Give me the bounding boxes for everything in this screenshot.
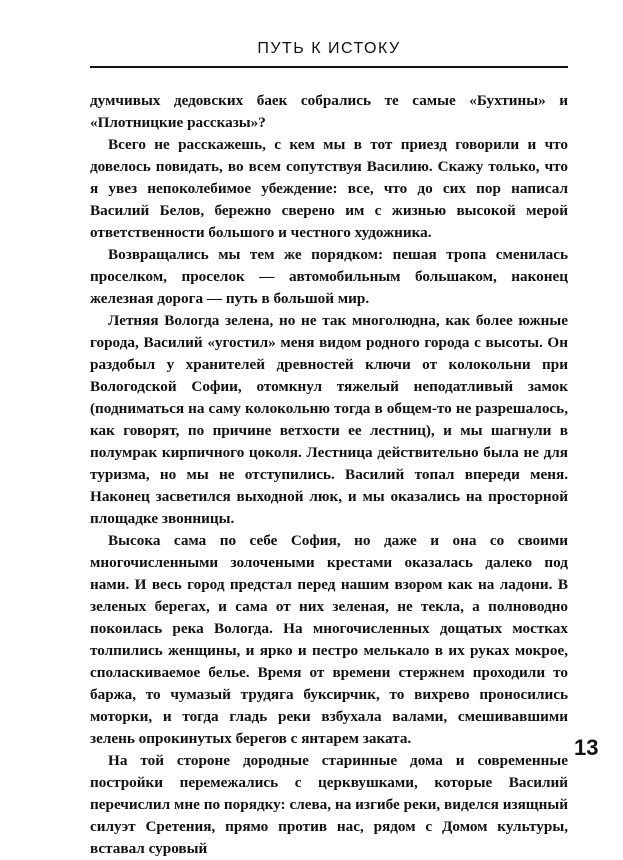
page-number: 13 <box>574 735 599 760</box>
running-header: ПУТЬ К ИСТОКУ <box>257 40 401 57</box>
header-rule <box>90 66 568 68</box>
paragraph: На той стороне дородные старинные дома и современные постройки перемежались с церквушками, которые Василий перечислил мне по порядку: слева, на изгибе реки, виделся изящный силуэт Сретения, прямо против нас, рядом с Домом культуры, вставал суровый <box>90 752 568 857</box>
paragraph: Высока сама по себе София, но даже и она со своими многочисленными золочеными крестами оказалась далеко под нами. И весь город предстал перед нашим взором как на ладони. В зеленых берегах, и сама от них зеленая, не текла, а полноводно покоилась река Вологда. На многочисленных дощатых мостках толпились женщины, и ярко и пестро мелькало в их руках мокрое, споласкиваемое белье. Время от времени стержнем проходили то баржа, то чумазый трудяга буксирчик, то вихрево проносились моторки, и тогда гладь реки взбухала валами, смешивавшими зелень опрокинутых берегов с янтарем заката. <box>90 532 568 747</box>
paragraph: думчивых дедовских баек собрались те самые «Бухтины» и «Плотницкие рассказы»? <box>90 92 568 131</box>
body-text <box>90 90 568 860</box>
paragraph: Возвращались мы тем же порядком: пешая тропа сменилась проселком, проселок — автомобильным большаком, наконец железная дорога — путь в большой мир. <box>90 246 568 307</box>
paragraph: Летняя Вологда зелена, но не так многолюдна, как более южные города, Василий «угостил» меня видом родного города с высоты. Он раздобыл у хранителей древностей ключи от колокольни при Вологодской Софии, отомкнул тяжелый неподатливый замок (подниматься на саму колокольню тогда в общем-то не разрешалось, как говорят, по причине ветхости ее лестниц), и мы шагнули в полумрак кирпичного цоколя. Лестница действительно была не для туризма, но мы не отступились. Василий топал впереди меня. Наконец засветился выходной люк, и мы оказались на просторной площадке звонницы. <box>90 312 568 527</box>
paragraph: Всего не расскажешь, с кем мы в тот приезд говорили и что довелось повидать, во всем сопутствуя Василию. Скажу только, что я увез непоколебимое убеждение: все, что до сих пор написал Василий Белов, бережно сверено им с жизнью высокой мерой ответственности большого и честного художника. <box>90 136 568 241</box>
